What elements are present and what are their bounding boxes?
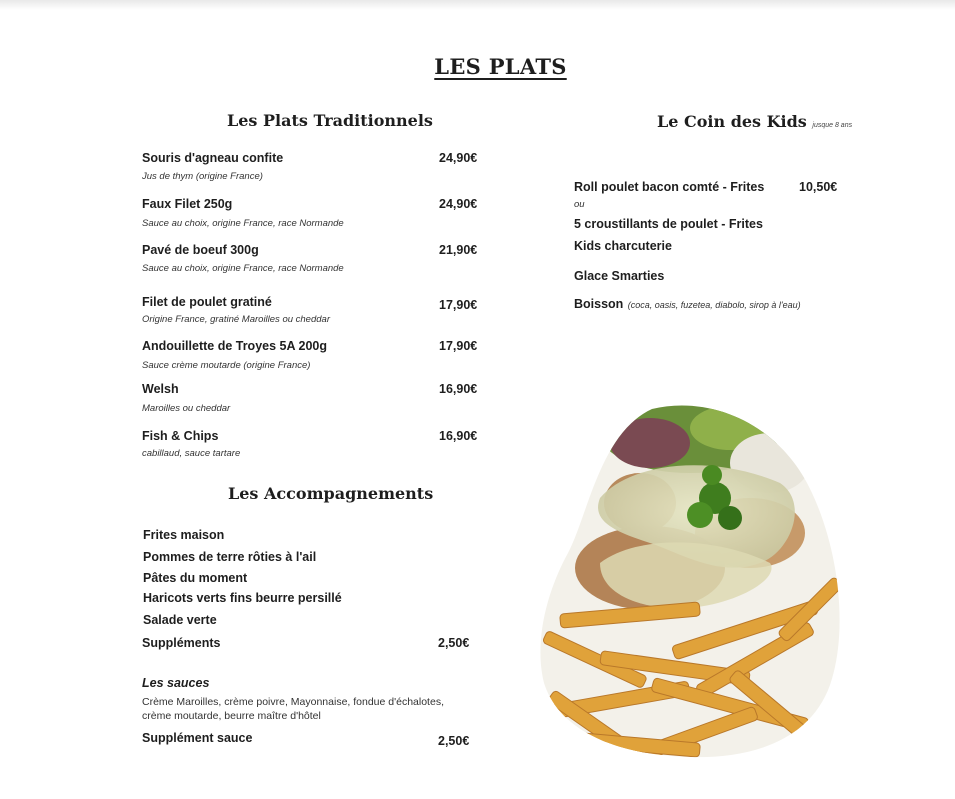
- dish-desc: Origine France, gratiné Maroilles ou cheddar: [142, 314, 330, 325]
- kids-drink-note: (coca, oasis, fuzetea, diabolo, sirop à l'eau): [627, 300, 801, 310]
- dish-name: Faux Filet 250g: [142, 197, 233, 211]
- kids-option-1: Roll poulet bacon comté - Frites: [574, 180, 765, 194]
- side-item: Salade verte: [143, 613, 217, 627]
- kids-drink-label: Boisson: [574, 297, 624, 311]
- dish-desc: Sauce au choix, origine France, race Normande: [142, 263, 344, 274]
- side-item: Frites maison: [143, 528, 225, 542]
- sauces-list-line-1: Crème Maroilles, crème poivre, Mayonnaise, fondue d'échalotes,: [142, 696, 444, 708]
- dish-name: Welsh: [142, 382, 179, 396]
- kids-option-2: 5 croustillants de poulet - Frites: [574, 217, 763, 231]
- dish-price: 21,90€: [439, 243, 478, 257]
- kids-heading: [657, 112, 852, 131]
- dish-price: 16,90€: [439, 382, 478, 396]
- kids-heading-text: Le Coin des Kids: [657, 112, 807, 131]
- dish-price: 16,90€: [439, 429, 478, 443]
- dish-price: 17,90€: [439, 298, 478, 312]
- page-title: LES PLATS: [434, 54, 567, 79]
- kids-drink: [574, 295, 801, 313]
- side-item: Pommes de terre rôties à l'ail: [143, 550, 317, 564]
- dish-desc: Maroilles ou cheddar: [142, 403, 231, 414]
- top-shadow: [0, 0, 955, 10]
- supplement-sauce-price: 2,50€: [438, 734, 470, 748]
- dish-desc: Jus de thym (origine France): [142, 171, 263, 182]
- dish-name: Pavé de boeuf 300g: [142, 243, 259, 257]
- dish-price: 24,90€: [439, 151, 478, 165]
- supplement-sauce-label: Supplément sauce: [142, 731, 253, 745]
- traditionnels-heading: Les Plats Traditionnels: [227, 111, 433, 130]
- dish-name: Filet de poulet gratiné: [142, 295, 272, 309]
- dish-desc: Sauce crème moutarde (origine France): [142, 360, 311, 371]
- dish-price: 17,90€: [439, 339, 478, 353]
- kids-or: ou: [574, 199, 585, 210]
- dish-photo: [540, 403, 842, 758]
- accompagnements-heading: Les Accompagnements: [228, 484, 434, 503]
- dish-name: Souris d'agneau confite: [142, 151, 284, 165]
- side-item: Pâtes du moment: [143, 571, 248, 585]
- supplements-price: 2,50€: [438, 636, 470, 650]
- dish-desc: Sauce au choix, origine France, race Normande: [142, 218, 344, 229]
- kids-charcuterie: Kids charcuterie: [574, 239, 672, 253]
- kids-age-note: jusque 8 ans: [812, 122, 853, 129]
- sauces-heading: Les sauces: [142, 676, 210, 690]
- kids-glace: Glace Smarties: [574, 269, 665, 283]
- dish-name: Andouillette de Troyes 5A 200g: [142, 339, 328, 353]
- sauces-list-line-2: crème moutarde, beurre maître d'hôtel: [142, 710, 321, 722]
- dish-desc: cabillaud, sauce tartare: [142, 448, 241, 459]
- side-item: Haricots verts fins beurre persillé: [143, 591, 342, 605]
- kids-price: 10,50€: [799, 180, 838, 194]
- supplements-label: Suppléments: [142, 636, 221, 650]
- dish-price: 24,90€: [439, 197, 478, 211]
- dish-name: Fish & Chips: [142, 429, 219, 443]
